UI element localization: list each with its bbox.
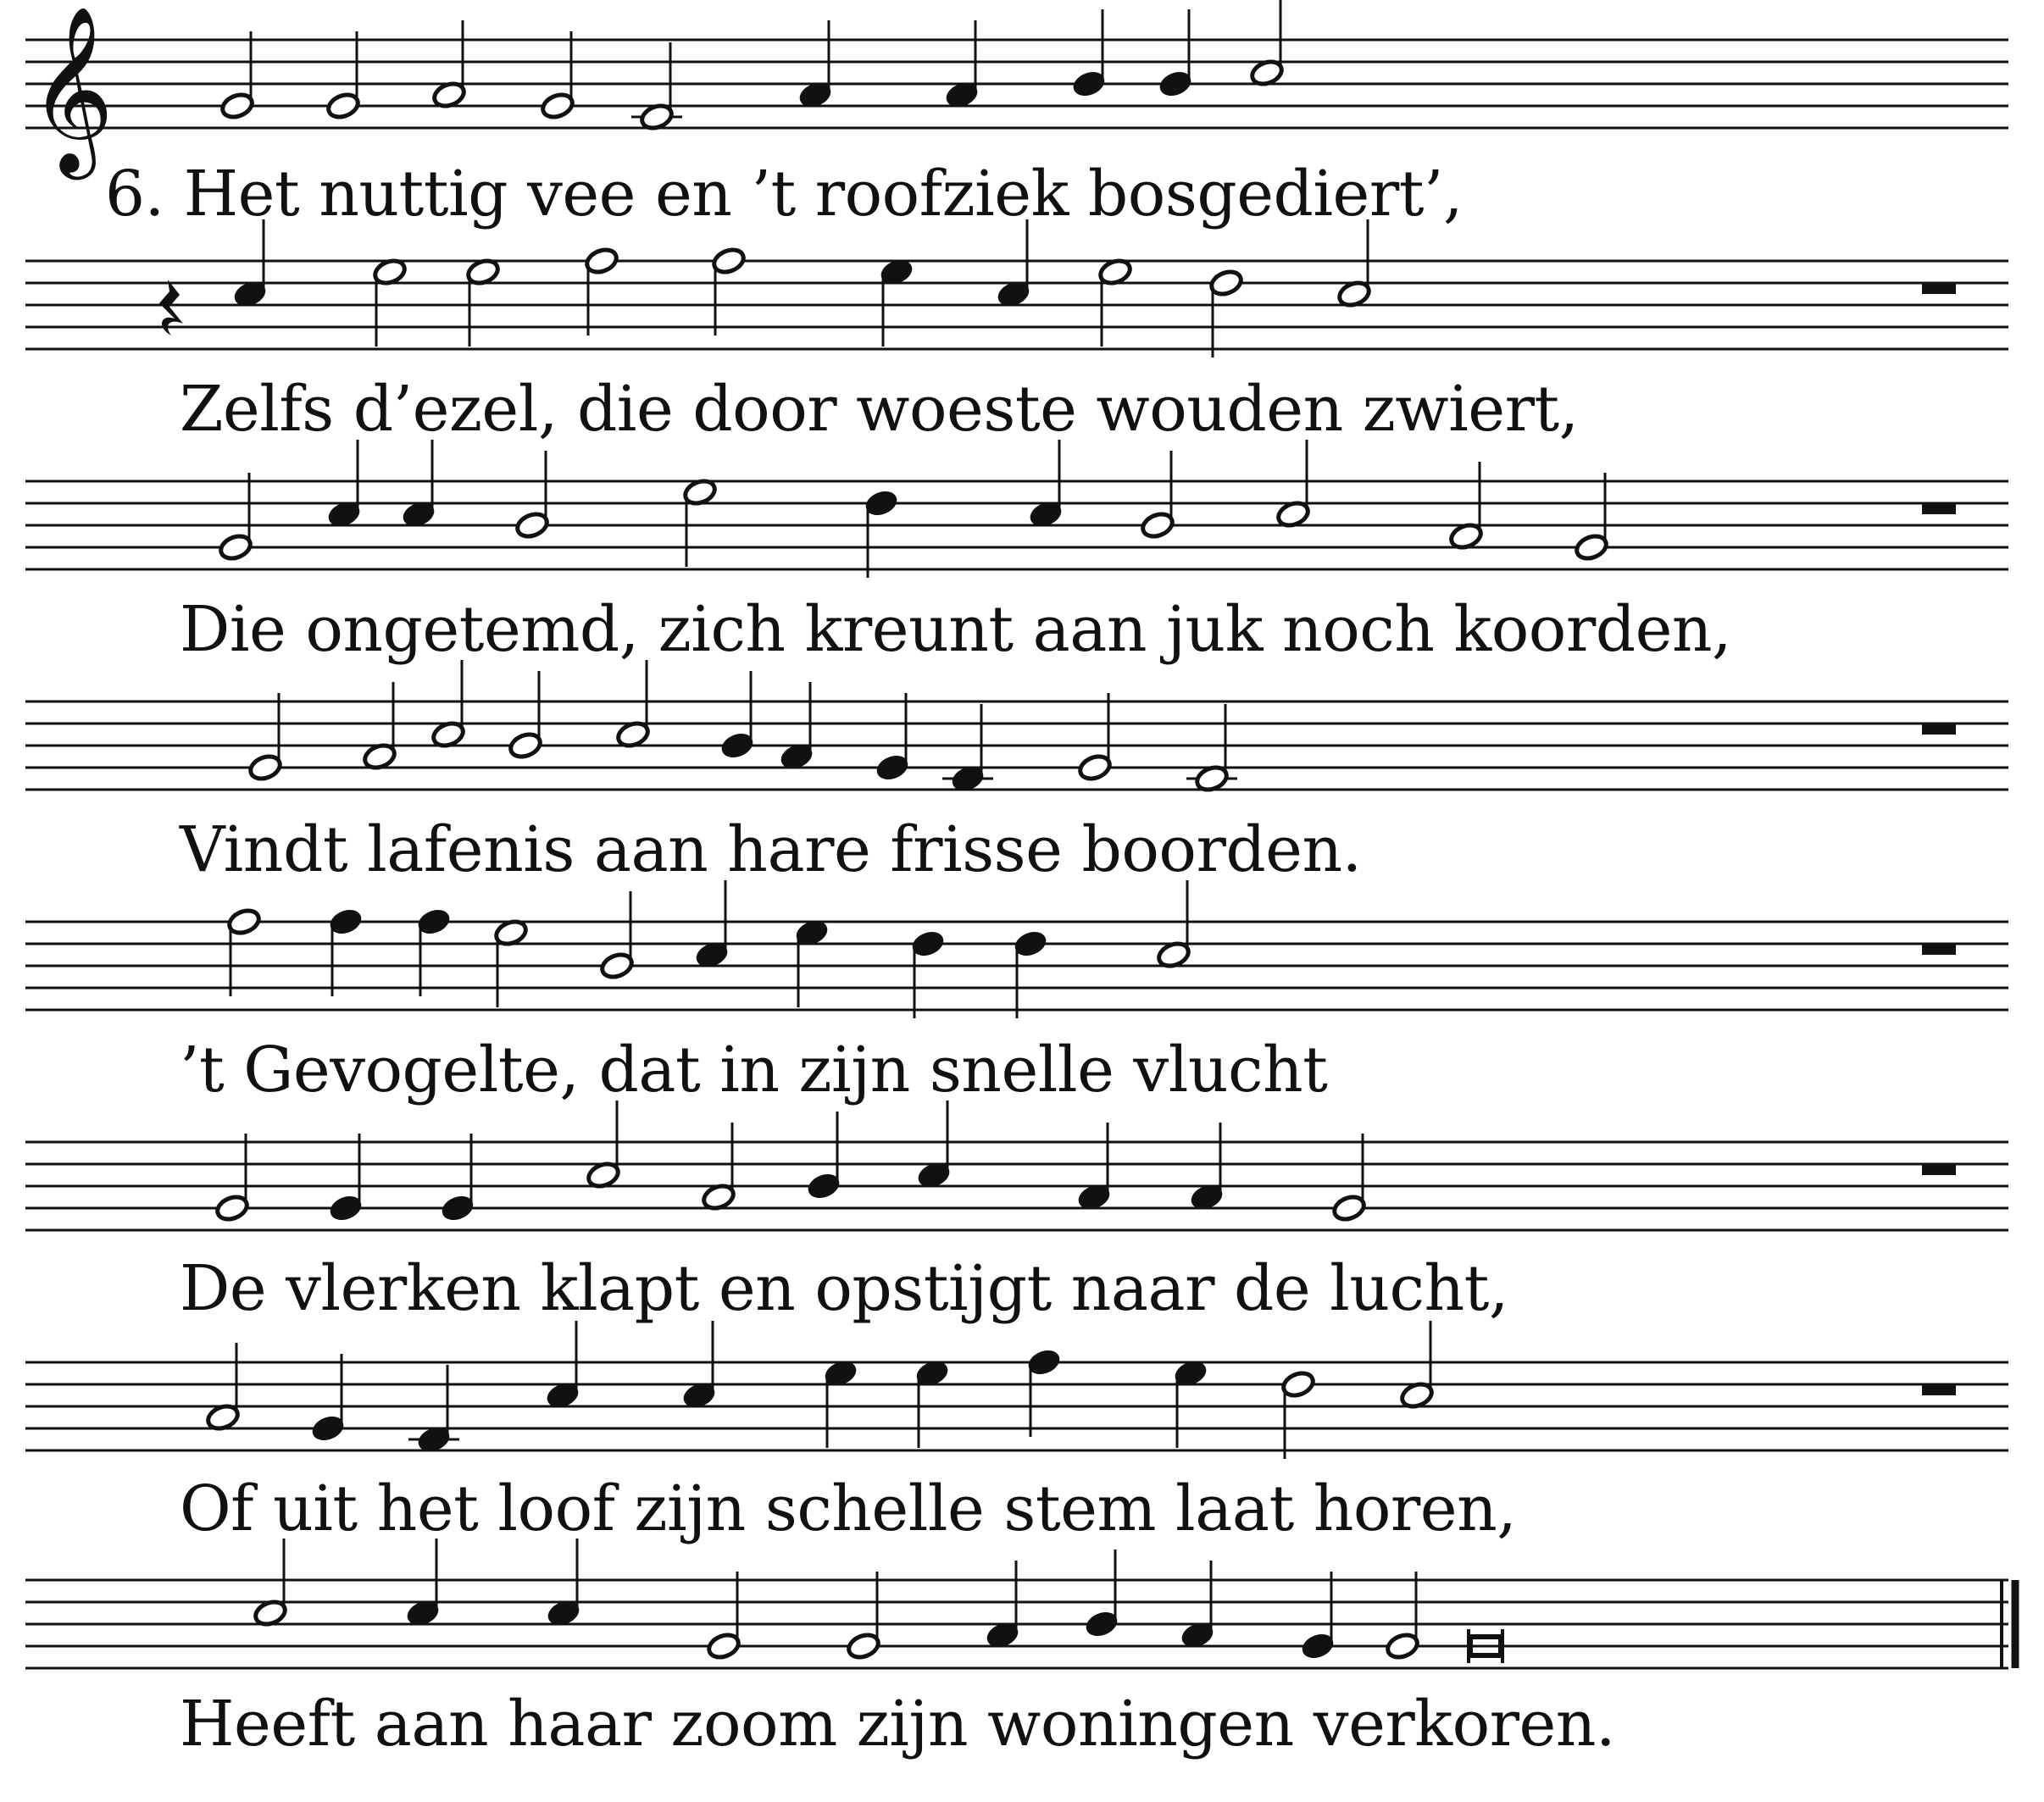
half-rest-icon bbox=[1922, 503, 1956, 514]
lyric-line-1 bbox=[105, 158, 1463, 230]
half-rest-icon bbox=[1922, 724, 1956, 735]
lyric-line-7: Of uit het loof zijn schelle stem laat horen, bbox=[180, 1472, 1517, 1545]
lyric-line-4: Vindt lafenis aan hare frisse boorden. bbox=[180, 813, 1362, 886]
lyric-line-8: Heeft aan haar zoom zijn woningen verkoren. bbox=[180, 1688, 1615, 1760]
lyric-line-5: ’t Gevogelte, dat in zijn snelle vlucht bbox=[180, 1034, 1328, 1106]
verse-number: 6. bbox=[105, 158, 164, 230]
half-rest-icon bbox=[1922, 283, 1956, 294]
half-rest-icon bbox=[1922, 1164, 1956, 1175]
half-rest-icon bbox=[1922, 944, 1956, 955]
half-rest-icon bbox=[1922, 1384, 1956, 1395]
lyric-line-1-text: Het nuttig vee en ’t roofziek bosgediert’, bbox=[183, 158, 1463, 230]
treble-clef-icon: 𝄞 bbox=[29, 5, 114, 173]
lyric-line-6: De vlerken klapt en opstijgt naar de lucht, bbox=[180, 1252, 1508, 1325]
lyric-line-3: Die ongetemd, zich kreunt aan juk noch koorden, bbox=[180, 593, 1732, 666]
lyric-line-2: Zelfs d’ezel, die door woeste wouden zwiert, bbox=[180, 373, 1579, 446]
